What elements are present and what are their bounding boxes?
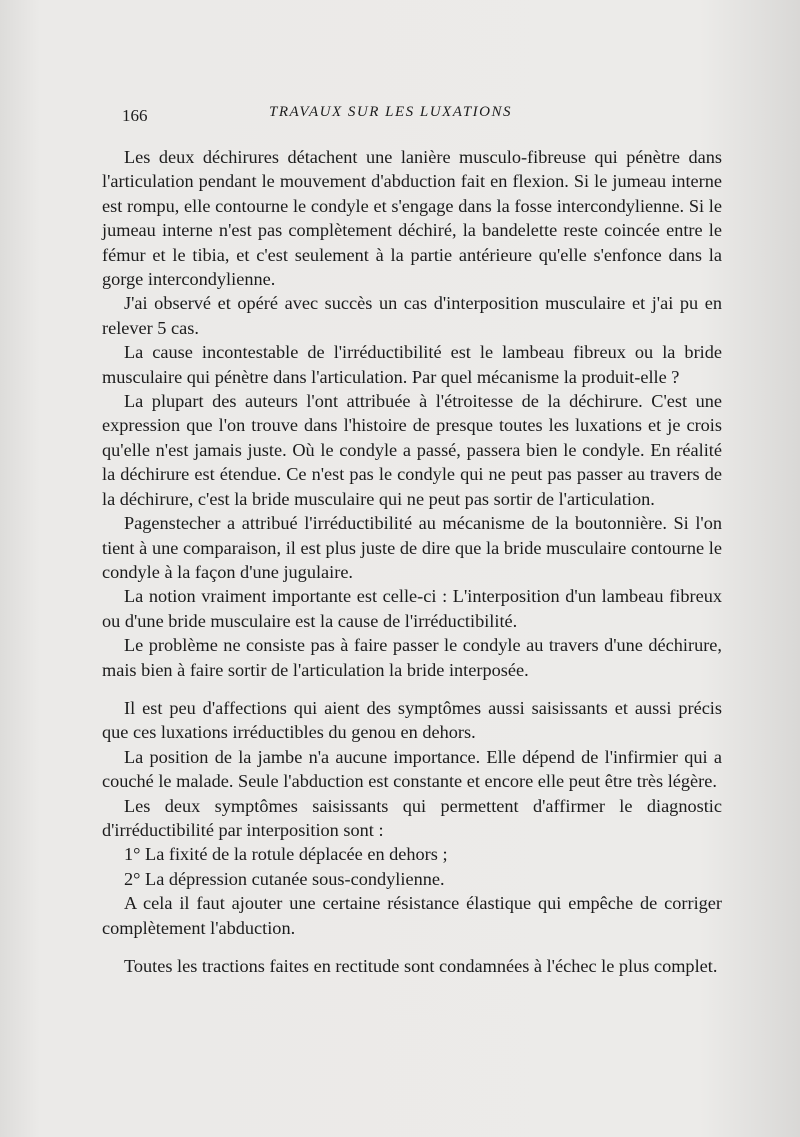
paragraph: Le problème ne consiste pas à faire passer le condyle au travers d'une déchirure, mais bien à faire sortir de l'articulation la bride interposée. <box>102 635 722 680</box>
paragraph: La plupart des auteurs l'ont attribuée à l'étroitesse de la déchirure. C'est une expression que l'on trouve dans l'histoire de presque toutes les luxations et je crois qu'elle n'est jamais juste. Où le condyle a passé, passera bien le condyle. En réalité la déchirure est étendue. Ce n'est pas le condyle qui ne peut pas passer au travers de la déchirure, c'est la bride musculaire qui ne peut pas sortir de l'articulation. <box>102 391 722 509</box>
running-title: TRAVAUX SUR LES LUXATIONS <box>269 104 512 120</box>
paragraph: Les deux déchirures détachent une lanière musculo-fibreuse qui pénètre dans l'articulation pendant le mouvement d'abduction fait en flexion. Si le jumeau interne est rompu, elle contourne le condyle et s'engage dans la fosse intercondylienne. Si le jumeau interne n'est pas complètement déchiré, la bandelette reste coincée entre le fémur et le tibia, et c'est seulement à la partie antérieure qu'elle s'enfonce dans la gorge intercondylienne. <box>102 147 722 290</box>
section-gap <box>102 682 722 696</box>
list-item: 2° La dépression cutanée sous-condylienne. <box>124 868 445 889</box>
paragraph: La notion vraiment importante est celle-ci : L'interposition d'un lambeau fibreux ou d'une bride musculaire est la cause de l'irréductibilité. <box>102 586 722 631</box>
paragraph: Pagenstecher a attribué l'irréductibilité au mécanisme de la boutonnière. Si l'on tient à une comparaison, il est plus juste de dire que la bride musculaire contourne le condyle à la façon d'une jugulaire. <box>102 513 722 582</box>
page-header <box>104 104 724 130</box>
paragraph: La position de la jambe n'a aucune importance. Elle dépend de l'infirmier qui a couché le malade. Seule l'abduction est constante et encore elle peut être très légère. <box>102 746 722 792</box>
body-text <box>102 145 722 978</box>
paragraph: La cause incontestable de l'irréductibilité est le lambeau fibreux ou la bride musculaire qui pénètre dans l'articulation. Par quel mécanisme la produit-elle ? <box>102 342 722 387</box>
paragraph: A cela il faut ajouter une certaine résistance élastique qui empêche de corriger complètement l'abduction. <box>102 893 722 938</box>
paragraph: Les deux symptômes saisissants qui permettent d'affirmer le diagnostic d'irréductibilité par interposition sont : <box>102 795 722 840</box>
list-item: 1° La fixité de la rotule déplacée en dehors ; <box>124 844 448 865</box>
paragraph: J'ai observé et opéré avec succès un cas d'interposition musculaire et j'ai pu en relever 5 cas. <box>102 293 722 338</box>
section-gap <box>102 940 722 954</box>
paragraph: Toutes les tractions faites en rectitude sont condamnées à l'échec le plus complet. <box>124 956 718 976</box>
paragraph: Il est peu d'affections qui aient des symptômes aussi saisissants et aussi précis que ces luxations irréductibles du genou en dehors. <box>102 697 722 743</box>
page-number: 166 <box>122 106 148 125</box>
